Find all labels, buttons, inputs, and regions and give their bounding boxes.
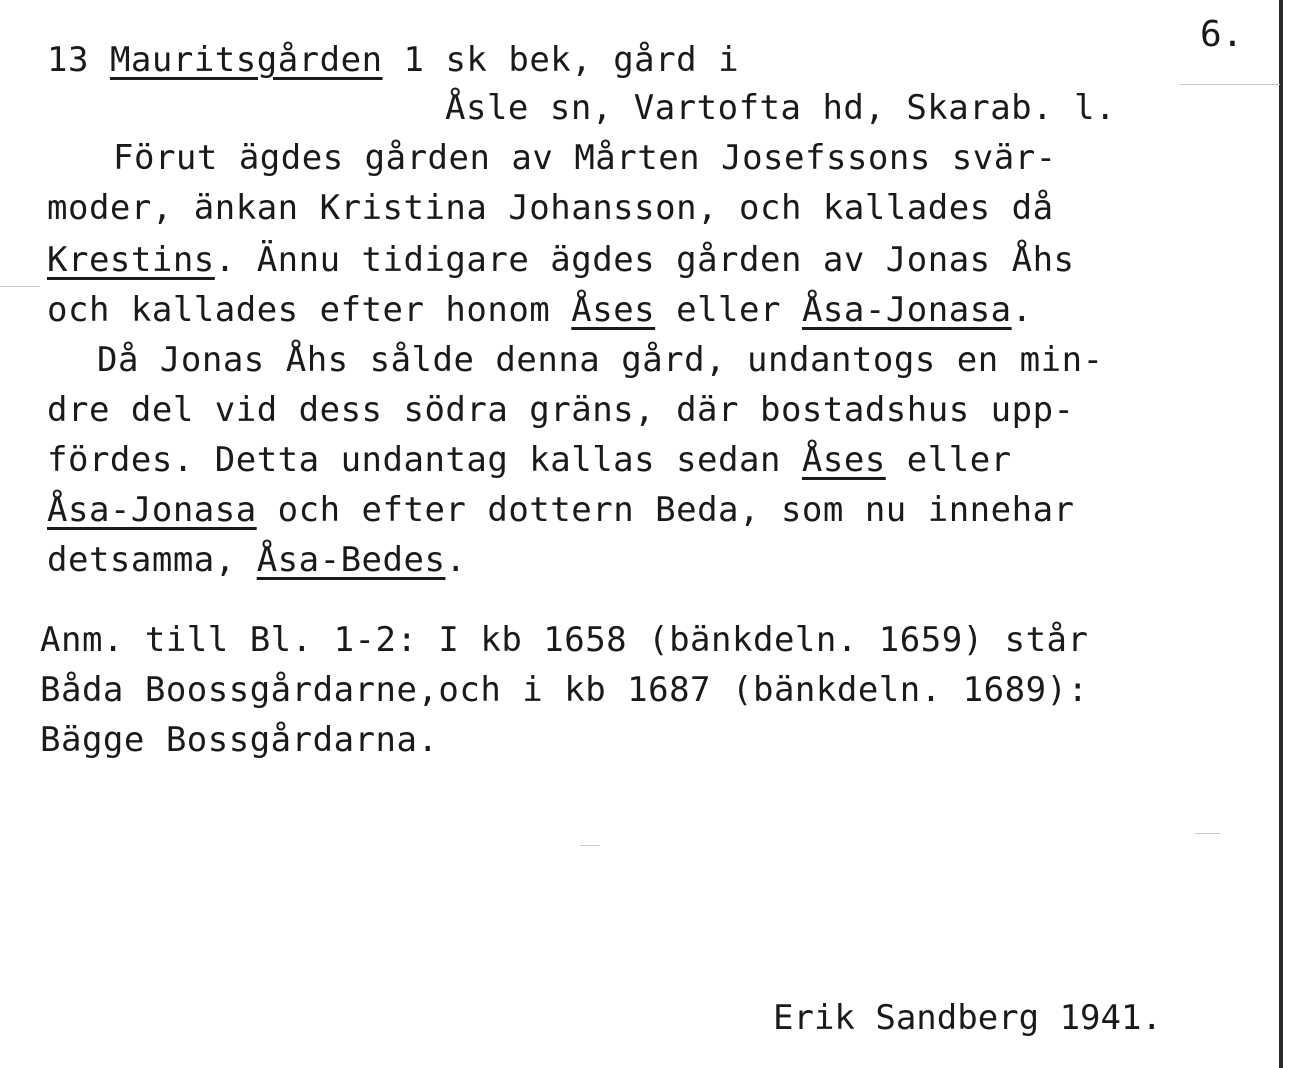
paragraph1-line4: och kallades efter honom Åses eller Åsa-Jonasa.: [47, 290, 1033, 330]
page-number: 6.: [1200, 14, 1244, 55]
name-ases: Åses: [801, 440, 886, 480]
entry-location: Åsle sn, Vartofta hd, Skarab. l.: [445, 88, 1117, 128]
paragraph2-line5: detsamma, Åsa-Bedes.: [47, 540, 467, 580]
name-asa-bedes: Åsa-Bedes: [256, 540, 446, 580]
signature: Erik Sandberg 1941.: [773, 998, 1162, 1038]
note-line3: Bägge Bossgårdarna.: [40, 720, 439, 760]
faint-rule: [0, 286, 40, 287]
name-asa-jonasa: Åsa-Jonasa: [801, 290, 1012, 330]
farm-name: Mauritsgården: [109, 40, 383, 80]
entry-number: 13: [47, 40, 89, 80]
faint-rule: [1180, 84, 1280, 85]
note-line2: Båda Boossgårdarne,och i kb 1687 (bänkdeln. 1689):: [40, 670, 1089, 710]
paragraph1-line3: Krestins. Ännu tidigare ägdes gården av Jonas Åhs: [47, 240, 1075, 280]
name-krestins: Krestins: [47, 240, 215, 280]
entry-header-rest: 1 sk bek, gård i: [382, 40, 740, 80]
paragraph2-line3: fördes. Detta undantag kallas sedan Åses eller: [47, 440, 1012, 480]
note-line1: Anm. till Bl. 1-2: I kb 1658 (bänkdeln. 1659) står: [40, 620, 1089, 660]
paragraph1-line1: Förut ägdes gården av Mårten Josefssons svär-: [113, 138, 1057, 178]
paragraph1-line2: moder, änkan Kristina Johansson, och kallades då: [47, 188, 1054, 228]
faint-rule: [580, 845, 600, 846]
faint-rule: [1195, 833, 1220, 834]
entry-header: [47, 40, 739, 80]
name-asa-jonasa: Åsa-Jonasa: [47, 490, 257, 530]
paragraph2-line1: Då Jonas Åhs sålde denna gård, undantogs en min-: [97, 340, 1104, 380]
paragraph2-line4: Åsa-Jonasa och efter dottern Beda, som nu innehar: [47, 490, 1075, 530]
card-right-edge: [1279, 0, 1283, 1068]
name-ases: Åses: [571, 290, 656, 330]
paragraph2-line2: dre del vid dess södra gräns, där bostadshus upp-: [47, 390, 1075, 430]
